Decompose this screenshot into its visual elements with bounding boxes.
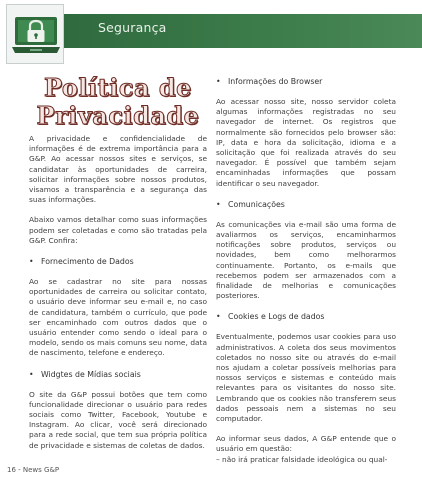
widgets-paragraph: O site da G&P possui botões que tem como funcionalidade direcionar o usuário para redes sociais como Twitter, Facebook, Youtube e Instagram. Ao clicar, você será direcionado para a rede social, que tem sua própria política de privacidade e sistemas de coletas de dados.: [29, 389, 207, 450]
bullet-icon: •: [29, 257, 34, 267]
section-label: Segurança: [98, 20, 167, 35]
bullet-icon: •: [216, 312, 221, 322]
heading-comunicacoes: [216, 199, 396, 210]
heading-fornecimento: [29, 256, 207, 267]
left-column: [29, 134, 207, 451]
heading-comunicacoes-text: Comunicações: [228, 199, 285, 209]
bullet-icon: •: [216, 77, 221, 86]
right-column: [216, 76, 396, 465]
heading-browser: [216, 76, 396, 87]
heading-cookies-text: Cookies e Logs de dados: [228, 312, 325, 322]
heading-widgets-text: Widgtes de Mídias sociais: [41, 369, 141, 379]
bullet-icon: •: [29, 369, 34, 379]
dados-paragraph: Ao informar seus dados, A G&P entende que o usuário em questão:: [216, 434, 396, 454]
dados-item: – não irá praticar falsidade ideológica ou qual-: [216, 454, 388, 464]
heading-widgets: [29, 369, 207, 380]
laptop-padlock-icon: [10, 9, 62, 61]
cookies-paragraph: Eventualmente, podemos usar cookies para uso administrativos. A coleta dos seus movimentos coletados no nosso site ou através do e-mail nos ajudam a coletar possíveis melhorias para nossos serviços e sistemas e conteúdo mais relevantes para os visitantes do nosso site. Lembrando que os cookies não transferem seus dados pessoais nem a sistemas no seu computador.: [216, 332, 396, 424]
intro-paragraph: A privacidade e confidencialidade de informações é de extrema importância para a G&P. Ao acessar nossos sites e serviços, se candidatar às oportunidades de carreira, solicitar informações sobre nossos produtos, visamos a transparência e a segurança das suas informações.: [29, 134, 207, 205]
title-line-1: Política de: [44, 73, 192, 102]
intro-paragraph-2: Abaixo vamos detalhar como suas informações podem ser coletadas e como são tratadas pela G&P. Confira:: [29, 215, 207, 245]
comunicacoes-paragraph: As comunicações via e-mail são uma forma de avaliarmos os serviços, encaminharmos notificações sobre produtos, serviços ou novidades, bem como melhorarmos continuamente. Portanto, os e-mails que recebemos podem ser armazenados com a finalidade de melhorias e comunicações posteriores.: [216, 219, 396, 301]
security-illustration: [6, 4, 64, 64]
heading-cookies: [216, 311, 396, 322]
bullet-icon: •: [216, 199, 221, 209]
heading-browser-text: Informações do Browser: [228, 77, 323, 86]
fornecimento-paragraph: Ao se cadastrar no site para nossas oportunidades de carreira ou solicitar contato, o usuário deve informar seu e-mail e, no caso de candidatura, também o currículo, que pode ser encaminhado com outros dados que o usuário entender como sendo o ideal para o modelo, sendo os mais comuns seu nome, data de nascimento, telefone e endereço.: [29, 277, 207, 358]
browser-paragraph: Ao acessar nosso site, nosso servidor coleta algumas informações registradas no seu navegador de internet. Os registros que normalmente são fornecidos pelo browser são: IP, data e hora da solicitação, idioma e a solicitação que foi realizada através do seu navegador. É possível que também sejam encaminhadas informações que possam identificar o seu navegador.: [216, 97, 396, 188]
title-line-2: Privacidade: [36, 101, 200, 130]
page-footer: 16 - News G&P: [7, 466, 60, 474]
page-title: [30, 74, 206, 130]
heading-fornecimento-text: Fornecimento de Dados: [41, 257, 134, 267]
